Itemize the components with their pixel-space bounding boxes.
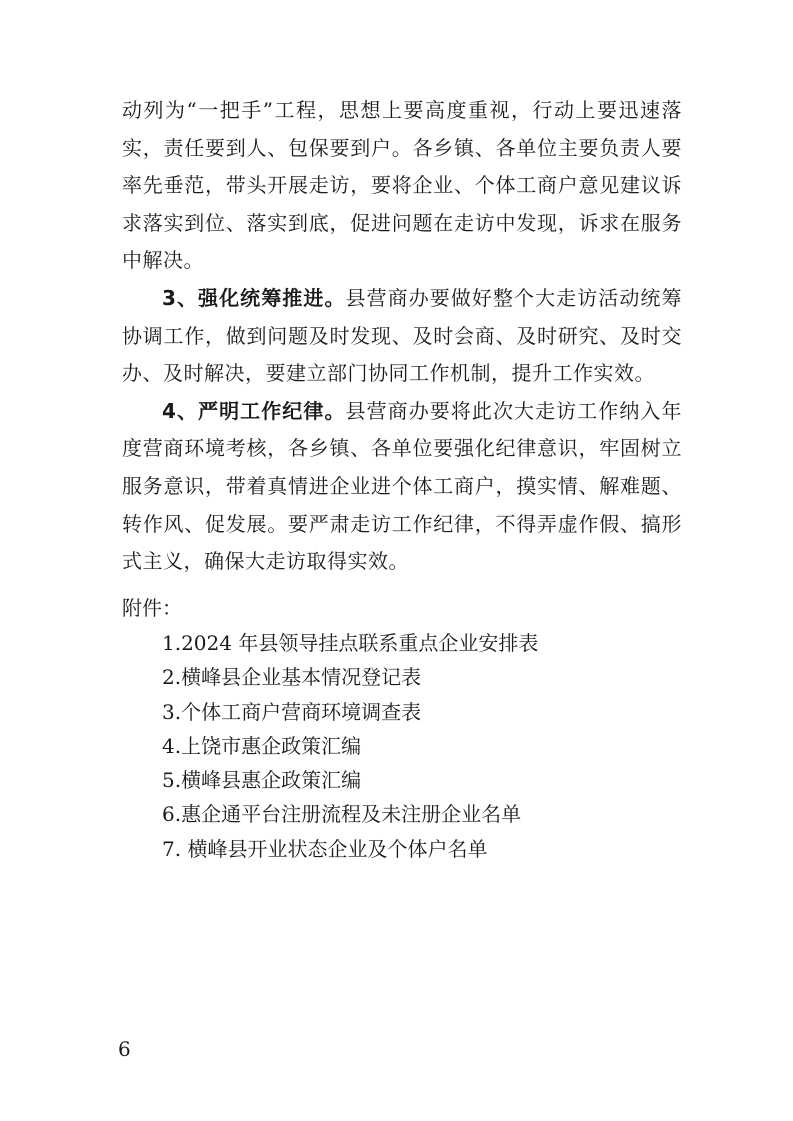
attachment-item: 7. 横峰县开业状态企业及个体户名单 <box>162 836 488 861</box>
paragraph-heading: 4、严明工作纪律。 <box>162 398 346 423</box>
body-text <box>122 92 682 581</box>
paragraph-continuation <box>122 92 682 280</box>
paragraph-discipline <box>122 393 682 581</box>
attachment-item: 2.横峰县企业基本情况登记表 <box>162 665 422 690</box>
attachment-item: 6.惠企通平台注册流程及未注册企业名单 <box>162 802 522 827</box>
attachments-label: 附件： <box>122 596 182 620</box>
paragraph-heading: 3、强化统筹推进。 <box>162 285 346 310</box>
page-number: 6 <box>118 1037 131 1061</box>
attachment-item: 1.2024 年县领导挂点联系重点企业安排表 <box>162 631 539 655</box>
paragraph-coordination <box>122 280 682 393</box>
paragraph-text: 县营商办要将此次大走访工作纳入年度营商环境考核，各乡镇、各单位要强化纪律意识，牢固树立服务意识，带着真情进企业进个体工商户，摸实情、解难题、转作风、促发展。要严肃走访工作纪律，不得弄虚作假、搞形式主义，确保大走访取得实效。 <box>122 398 683 574</box>
attachments-list <box>162 626 682 866</box>
paragraph-text: 县营商办要做好整个大走访活动统筹协调工作，做到问题及时发现、及时会商、及时研究、及时交办、及时解决，要建立部门协同工作机制，提升工作实效。 <box>122 285 683 386</box>
attachment-item: 5.横峰县惠企政策汇编 <box>162 768 362 793</box>
paragraph-text: 动列为“一把手”工程，思想上要高度重视，行动上要迅速落实，责任要到人、包保要到户。各乡镇、各单位主要负责人要率先垂范，带头开展走访，要将企业、个体工商户意见建议诉求落实到位、落实到底，促进问题在走访中发现，诉求在服务中解决。 <box>122 98 682 273</box>
attachment-item: 4.上饶市惠企政策汇编 <box>162 733 362 758</box>
attachment-item: 3.个体工商户营商环境调查表 <box>162 699 422 724</box>
